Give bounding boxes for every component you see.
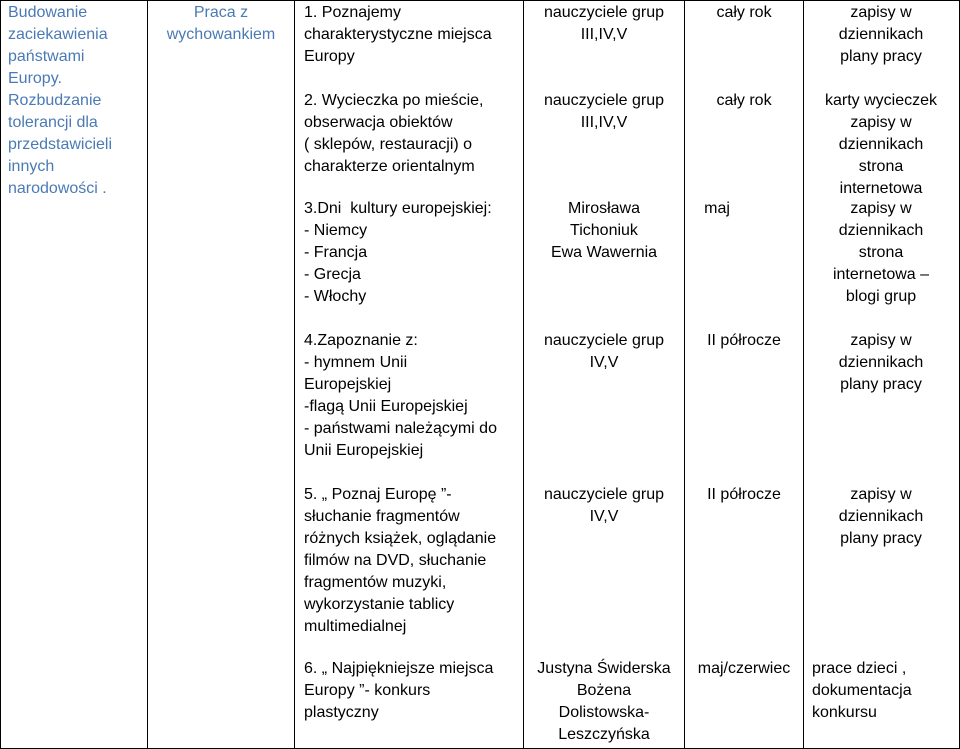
documentation-line: internetowa – [832, 266, 930, 283]
documentation-line: dziennikach [838, 354, 924, 371]
documentation-cell [804, 90, 958, 200]
responsible-line: Ewa Wawernia [550, 244, 658, 261]
documentation-line: dziennikach [838, 222, 924, 239]
deadline-line: II półrocze [707, 486, 781, 503]
responsible-cell [524, 484, 684, 528]
responsible-cell [524, 2, 684, 46]
responsible-line: nauczyciele grup [543, 486, 665, 503]
responsible-line: Dolistowska- [558, 704, 650, 721]
documentation-line: strona [858, 158, 904, 175]
documentation-line: zapisy w [850, 200, 912, 217]
column-divider [147, 0, 148, 749]
form-line: Praca z [193, 4, 249, 21]
task-line: 3.Dni kultury europejskiej: [304, 200, 492, 217]
documentation-line: zapisy w [850, 332, 912, 349]
task-line: - hymnem Unii [304, 354, 408, 371]
column-divider [294, 0, 295, 749]
goal-line: Budowanie [8, 4, 88, 21]
documentation-cell [804, 484, 958, 550]
goal-line: Europy. [8, 70, 62, 87]
task-line: ( sklepów, restauracji) o [304, 136, 473, 153]
task-line: - Francja [304, 244, 368, 261]
deadline-cell [685, 658, 803, 680]
responsible-line: IV,V [589, 508, 619, 525]
documentation-line: internetowa [839, 180, 923, 197]
documentation-line: plany pracy [840, 48, 922, 65]
form-line: wychowankiem [166, 26, 276, 43]
documentation-line: zapisy w [850, 486, 912, 503]
responsible-line: Bożena [576, 682, 632, 699]
task-line: 5. „ Poznaj Europę ”- [304, 486, 452, 503]
responsible-line: nauczyciele grup [543, 92, 665, 109]
responsible-line: Tichoniuk [570, 222, 638, 239]
task-line: Unii Europejskiej [304, 442, 424, 459]
goal-line: Rozbudzanie [8, 92, 102, 109]
deadline-line: maj [704, 200, 730, 217]
documentation-line: konkursu [812, 704, 877, 721]
task-cell [304, 198, 492, 308]
task-line: wykorzystanie tablicy [304, 596, 455, 613]
task-line: - Grecja [304, 266, 361, 283]
documentation-line: dziennikach [838, 136, 924, 153]
documentation-line: zapisy w [850, 114, 912, 131]
task-line: 4.Zapoznanie z: [304, 332, 418, 349]
goal-line: zaciekawienia [8, 26, 108, 43]
task-line: słuchanie fragmentów [304, 508, 460, 525]
goal-cell [8, 2, 112, 200]
deadline-cell [685, 330, 803, 352]
documentation-line: dziennikach [838, 26, 924, 43]
deadline-line: maj/czerwiec [697, 660, 791, 677]
responsible-cell [524, 330, 684, 374]
documentation-line: dokumentacja [812, 682, 912, 699]
goal-line: narodowości . [8, 180, 107, 197]
task-line: - Włochy [304, 288, 367, 305]
responsible-cell [524, 90, 684, 134]
deadline-cell [685, 2, 803, 24]
task-line: 1. Poznajemy [304, 4, 401, 21]
task-line: 2. Wycieczka po mieście, [304, 92, 484, 109]
responsible-line: III,IV,V [580, 114, 628, 131]
task-line: -flagą Unii Europejskiej [304, 398, 468, 415]
documentation-cell [804, 198, 958, 308]
task-line: charakterystyczne miejsca [304, 26, 492, 43]
deadline-line: II półrocze [707, 332, 781, 349]
task-line: obserwacja obiektów [304, 114, 453, 131]
task-line: - Niemcy [304, 222, 368, 239]
task-cell [304, 484, 496, 638]
deadline-line: cały rok [716, 4, 772, 21]
responsible-cell [524, 198, 684, 264]
goal-line: tolerancji dla [8, 114, 98, 131]
task-cell [304, 330, 497, 462]
documentation-cell [804, 330, 958, 396]
goal-line: innych [8, 158, 55, 175]
documentation-line: zapisy w [850, 4, 912, 21]
goal-line: przedstawicieli [8, 136, 113, 153]
responsible-cell [524, 658, 684, 746]
responsible-line: Leszczyńska [558, 726, 650, 743]
task-cell [304, 2, 492, 68]
task-line: Europy [304, 48, 355, 65]
form-cell [148, 2, 294, 46]
task-cell [304, 90, 483, 178]
responsible-line: nauczyciele grup [543, 332, 665, 349]
task-line: różnych książek, oglądanie [304, 530, 497, 547]
documentation-line: prace dzieci , [812, 660, 907, 677]
documentation-line: strona [858, 244, 904, 261]
responsible-line: Mirosława [567, 200, 640, 217]
documentation-line: plany pracy [840, 376, 922, 393]
documentation-cell [804, 2, 958, 68]
column-divider [684, 0, 685, 749]
task-cell [304, 658, 493, 724]
task-line: filmów na DVD, słuchanie [304, 552, 487, 569]
task-line: fragmentów muzyki, [304, 574, 447, 591]
task-line: plastyczny [304, 704, 379, 721]
documentation-line: karty wycieczek [824, 92, 938, 109]
responsible-line: III,IV,V [580, 26, 628, 43]
documentation-cell [812, 658, 912, 724]
task-line: Europejskiej [304, 376, 392, 393]
documentation-line: blogi grup [845, 288, 917, 305]
documentation-line: plany pracy [840, 530, 922, 547]
task-line: multimedialnej [304, 618, 407, 635]
task-line: charakterze orientalnym [304, 158, 475, 175]
responsible-line: Justyna Świderska [537, 660, 671, 677]
deadline-cell [685, 90, 803, 112]
deadline-cell [685, 484, 803, 506]
goal-line: państwami [8, 48, 85, 65]
task-line: - państwami należącymi do [304, 420, 497, 437]
documentation-line: dziennikach [838, 508, 924, 525]
task-line: 6. „ Najpiękniejsze miejsca [304, 660, 494, 677]
responsible-line: nauczyciele grup [543, 4, 665, 21]
responsible-line: IV,V [589, 354, 619, 371]
task-line: Europy ”- konkurs [304, 682, 431, 699]
deadline-line: cały rok [716, 92, 772, 109]
deadline-cell [672, 198, 762, 220]
